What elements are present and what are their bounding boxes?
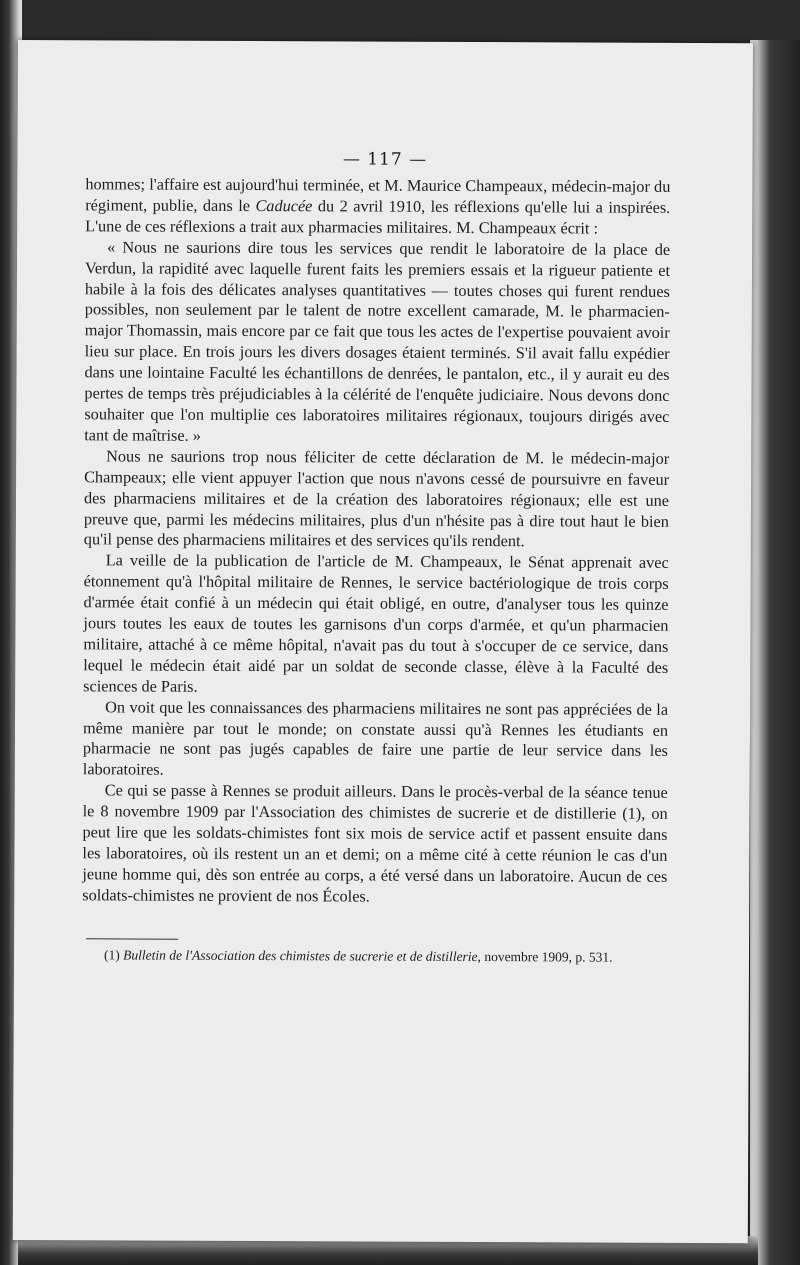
paragraph: Ce qui se passe à Rennes se produit ailleurs. Dans le procès-verbal de la séance tenue le 8 novembre 1909 par l'Association des chimistes de sucrerie et de distillerie (1), on peut lire que les soldats-chimistes font six mois de service actif et passent ensuite dans les laboratoires, où ils restent un an et demi; on a même cité à cette réunion le cas d'un jeune homme qui, dès son entrée au corps, a été versé dans un laboratoire. Aucun de ces soldats-chimistes ne provient de nos Écoles. bbox=[82, 780, 668, 906]
paragraph: La veille de la publication de l'article de M. Champeaux, le Sénat apprenait avec étonnement qu'à l'hôpital militaire de Rennes, le service bactériologique de trois corps d'armée était confié à un médecin qui était obligé, en outre, d'analyser tous les quinze jours toutes les eaux de toutes les garnisons d'un corps d'armée, et qu'un pharmacien militaire, attaché à ce même hôpital, n'avait pas du tout à s'occuper de ce service, dans lequel le médecin était aidé par un soldat de seconde classe, élève à la Faculté des sciences de Paris. bbox=[83, 550, 669, 696]
footnote-title: Bulletin de l'Association des chimistes de sucrerie et de distillerie, bbox=[123, 947, 485, 965]
quotation-paragraph: « Nous ne saurions dire tous les services que rendit le laboratoire de la place de Verdun, la rapidité avec laquelle furent faits les premiers essais et la rigueur patiente et habile à la fois des délicates analyses quantitatives — toutes choses qui furent rendues possibles, non seulement par le talent de notre excellent camarade, M. le pharmacien-major Thomassin, mais encore par ce fait que tous les actes de l'expertise pouvaient avoir lieu sur place. En trois jours les divers dosages étaient terminés. S'il avait fallu expédier dans une lointaine Faculté les échantillons de denrées, le pantalon, etc., il y aurait eu des pertes de temps très préjudiciables à la célérité de l'enquête judiciaire. Nous devons donc souhaiter que l'on multiplie ces laboratoires militaires régionaux, toujours dirigés avec tant de maîtrise. » bbox=[84, 237, 671, 445]
page-number: — 117 — bbox=[342, 149, 428, 170]
journal-title: Caducée bbox=[255, 195, 313, 216]
paragraph: Nous ne saurions trop nous féliciter de cette déclaration de M. le médecin-major Champeaux; elle vient appuyer l'action que nous n'avons cessé de poursuivre en faveur des pharmaciens militaires et de la création des laboratoires régionaux; elle est une preuve que, parmi les médecins militaires, plus d'un n'hésite pas à dire tout haut le bien qu'il pense des pharmaciens militaires et des services qu'ils rendent. bbox=[83, 446, 670, 551]
paragraph: On voit que les connaissances des pharmaciens militaires ne sont pas appréciées de la même manière par tout le monde; on constate aussi qu'à Rennes les étudiants en pharmacie ne sont pas jugés capables de faire une partie de leur service dans les laboratoires. bbox=[82, 697, 669, 780]
footnote-marker: (1) bbox=[103, 947, 124, 963]
body-text bbox=[82, 174, 670, 908]
footnote-citation: novembre 1909, p. 531. bbox=[484, 949, 613, 965]
paragraph: hommes; l'affaire est aujourd'hui terminée, et M. Maurice Champeaux, médecin-major du régiment, publie, dans le Caducée du 2 avril 1910, les réflexions qu'elle lui a inspirées. L'une de ces réflexions a trait aux pharmacies militaires. M. Champeaux écrit : bbox=[85, 174, 671, 238]
book-page bbox=[13, 40, 753, 1243]
book-right-edge bbox=[750, 40, 800, 1265]
footnote bbox=[82, 946, 667, 966]
footnote-rule bbox=[86, 938, 178, 939]
